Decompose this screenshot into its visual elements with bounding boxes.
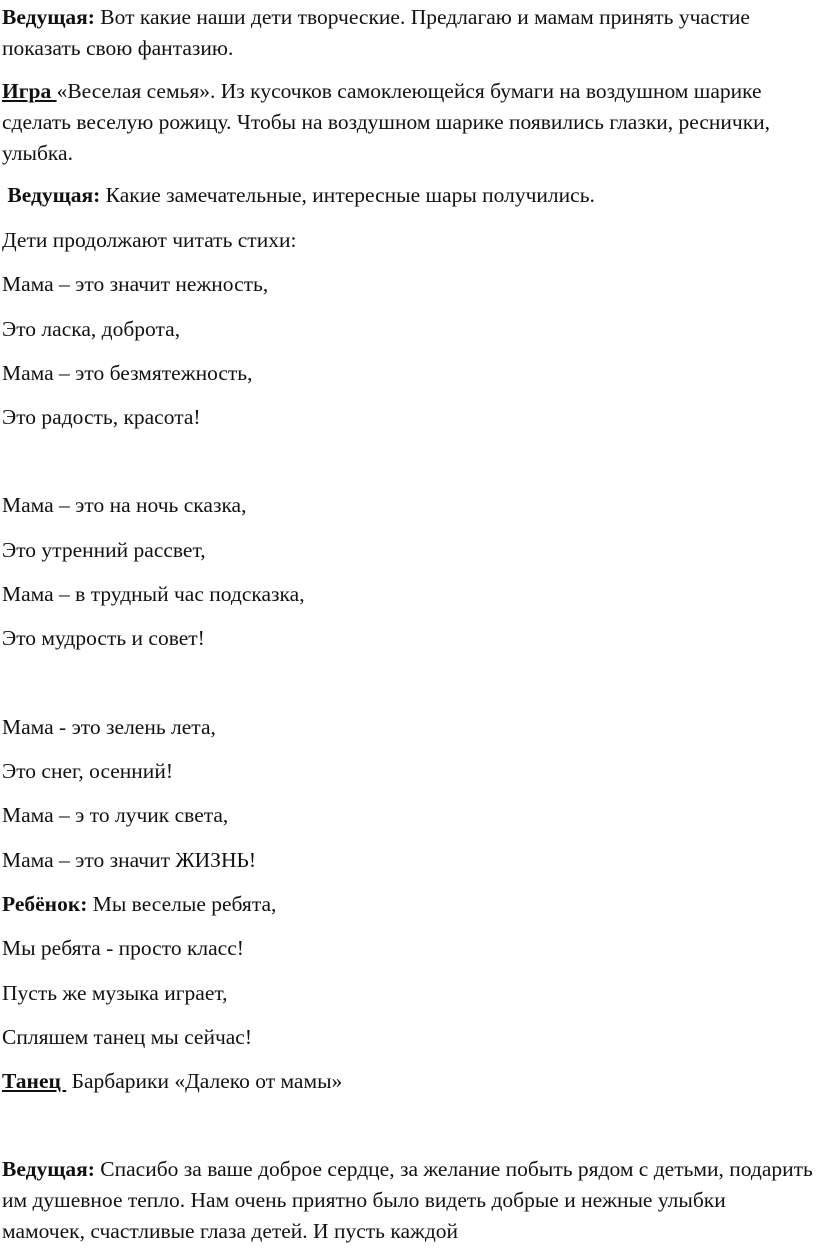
paragraph-text: Вот какие наши дети творческие. Предлагаю и мамам принять участие показать свою фантазию. xyxy=(2,5,750,60)
verse-line: Пусть же музыка играет, xyxy=(2,981,228,1005)
child-line xyxy=(2,889,814,920)
verse-line: Это ласка, доброта, xyxy=(2,317,181,341)
intro-line: Дети продолжают читать стихи: xyxy=(2,228,297,252)
verse-line: Мама – в трудный час подсказка, xyxy=(2,582,305,606)
host-paragraph-2 xyxy=(2,180,814,211)
verse-line: Мама – это безмятежность, xyxy=(2,361,253,385)
verse-line: Мама – это значит ЖИЗНЬ! xyxy=(2,848,256,872)
paragraph-text: «Веселая семья». Из кусочков самоклеющейся бумаги на воздушном шарике сделать веселую рожицу. Чтобы на воздушном шарике появились глазки, реснички, улыбка. xyxy=(2,79,771,165)
verse-line: Это утренний рассвет, xyxy=(2,538,206,562)
verse-line: Мама – это на ночь сказка, xyxy=(2,493,247,517)
verse-line: Мы ребята - просто класс! xyxy=(2,936,244,960)
verse-line: Спляшем танец мы сейчас! xyxy=(2,1025,253,1049)
verse-line: Это снег, осенний! xyxy=(2,759,173,783)
host-final-paragraph xyxy=(2,1154,814,1247)
speaker-label: Ребёнок: xyxy=(2,892,88,916)
verse-line: Мама – э то лучик света, xyxy=(2,803,229,827)
game-label: Игра xyxy=(2,79,57,103)
verse-line: Это мудрость и совет! xyxy=(2,626,205,650)
paragraph-text: Спасибо за ваше доброе сердце, за желание побыть рядом с детьми, подарить им душевное тепло. Нам очень приятно было видеть добрые и нежные улыбки мамочек, счастливые глаза детей. И пусть каждой xyxy=(2,1157,813,1243)
host-paragraph-1 xyxy=(2,2,814,64)
dance-text: Барбарики «Далеко от мамы» xyxy=(66,1069,343,1093)
verse-line: Это радость, красота! xyxy=(2,405,201,429)
speaker-label: Ведущая: xyxy=(7,183,101,207)
verse-line: Мама – это значит нежность, xyxy=(2,272,269,296)
speaker-label: Ведущая: xyxy=(2,1157,95,1181)
paragraph-text: Какие замечательные, интересные шары получились. xyxy=(100,183,595,207)
dance-label: Танец xyxy=(2,1069,67,1093)
dance-line xyxy=(2,1066,814,1097)
game-paragraph xyxy=(2,76,814,169)
verse-text: Мы веселые ребята, xyxy=(87,892,277,916)
speaker-label: Ведущая: xyxy=(2,5,95,29)
verse-line: Мама - это зелень лета, xyxy=(2,715,216,739)
